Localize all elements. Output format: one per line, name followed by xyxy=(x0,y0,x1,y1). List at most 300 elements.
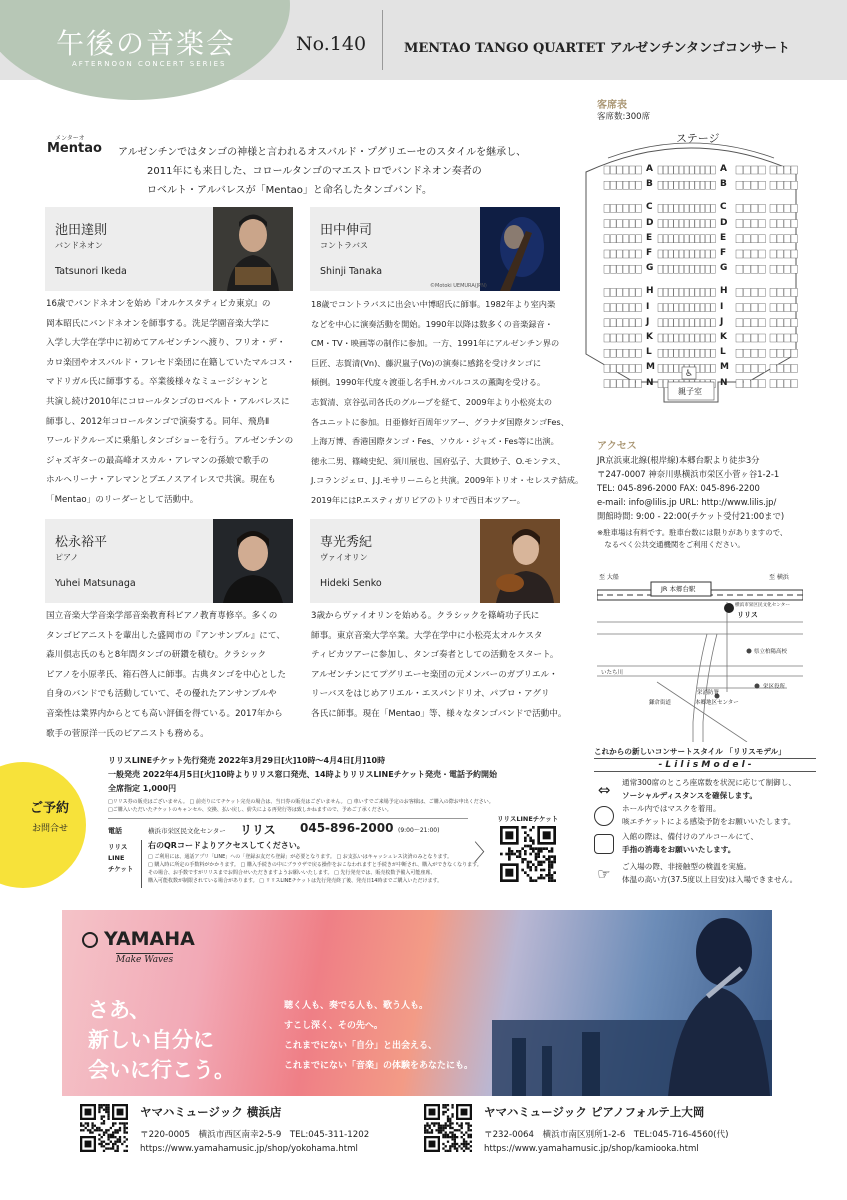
venue-logo: リリス xyxy=(240,823,276,837)
qr-module xyxy=(114,1129,116,1131)
seat xyxy=(759,334,766,342)
access-line: e-mail: info@lilis.jp URL: http://www.lilis.jp/ xyxy=(597,497,777,507)
reservation-title: ご予約 xyxy=(30,801,70,816)
seat xyxy=(636,235,642,243)
seat xyxy=(759,288,766,296)
qr-module xyxy=(508,847,511,850)
seat xyxy=(751,334,758,342)
access-line: 〒247-0007 神奈川県横浜市栄区小菅ヶ谷1-2-1 xyxy=(597,469,780,479)
seat xyxy=(636,250,642,258)
qr-module xyxy=(449,1125,451,1127)
qr-module xyxy=(449,1118,451,1120)
seat-row-label: C xyxy=(720,202,727,213)
shop-url[interactable]: https://www.yamahamusic.jp/shop/kamiooka.html xyxy=(484,1144,699,1154)
qr-module xyxy=(465,1122,467,1124)
seat xyxy=(770,204,776,212)
access-map xyxy=(597,572,803,742)
line-label: LINE xyxy=(108,854,125,862)
seat xyxy=(604,319,610,327)
qr-module xyxy=(458,1145,460,1147)
seat xyxy=(705,204,710,212)
seat xyxy=(690,181,695,189)
bio-line: 岡本昭氏にバンドネオンを師事する。洗足学園音楽大学に xyxy=(46,318,270,329)
seat xyxy=(629,364,635,372)
seat xyxy=(669,250,674,258)
qr-module xyxy=(101,1141,103,1143)
musician-bio xyxy=(46,295,295,511)
seat xyxy=(663,349,668,357)
seat xyxy=(759,380,766,388)
qr-module xyxy=(121,1143,123,1145)
qr-module xyxy=(454,1136,456,1138)
qr-module xyxy=(126,1127,128,1129)
seat xyxy=(610,349,616,357)
qr-module xyxy=(98,1129,100,1131)
sub-line: 聴く人も、奏でる人も、歌う人も。 xyxy=(284,1001,429,1011)
seat xyxy=(700,319,705,327)
qr-module xyxy=(529,861,532,864)
qr-module xyxy=(461,1147,463,1149)
seat xyxy=(784,235,790,243)
seat xyxy=(705,235,710,243)
qr-module xyxy=(451,1104,453,1106)
seat xyxy=(629,265,635,273)
bio-line: アルゼンチンにてプグリエーセ楽団の元メンバーのガブリエル・ xyxy=(311,669,558,680)
seat xyxy=(695,166,700,174)
bio-line: 「Mentao」のリーダーとして活動中。 xyxy=(46,494,199,505)
map-to-yokohama: 至 横浜 xyxy=(769,574,789,581)
access-line: 開館時間: 9:00 - 22:00(チケット受付21:00まで) xyxy=(597,511,785,521)
qr-module xyxy=(527,845,530,848)
seat xyxy=(711,319,716,327)
seat xyxy=(784,181,790,189)
note-line: □リリス券の販売はございません。 □ 前売りにてチケット完売の場合は、当日券の販売はございません。 □ 車いすでご来場予定のお客様は、ご購入の際お申出ください。 xyxy=(108,799,494,805)
musician-instrument: バンドネオン xyxy=(55,241,103,250)
seat xyxy=(777,220,783,228)
qr-module xyxy=(91,1127,93,1129)
line-qr-code[interactable] xyxy=(500,826,556,882)
note-line: 購入可能枚数が制限されている場合があります。 □ リリスLINEチケットは先行発売終了後、発売日14時までご購入いただけます。 xyxy=(148,878,443,884)
seat xyxy=(711,334,716,342)
seat-row-label: D xyxy=(646,217,654,228)
seat xyxy=(610,235,616,243)
qr-module xyxy=(529,839,532,842)
seat xyxy=(674,319,679,327)
seat xyxy=(711,288,716,296)
qr-module xyxy=(447,1120,449,1122)
qr-module xyxy=(91,1131,93,1133)
qr-module xyxy=(465,1145,467,1147)
bio-line: カロ楽団やオスバルド・フレセド楽団に在籍していたマルコス・ xyxy=(46,357,295,368)
qr-module xyxy=(451,1136,453,1138)
bio-line: CM・TV・映画等の制作に参加。一方、1991年にアルゼンチン界の xyxy=(311,338,560,349)
seat xyxy=(736,181,743,189)
qr-module xyxy=(532,879,535,882)
seat xyxy=(711,364,716,372)
seat xyxy=(770,334,776,342)
qr-module xyxy=(126,1131,128,1133)
seat xyxy=(604,380,610,388)
seat-row-label: K xyxy=(720,332,727,342)
seat xyxy=(663,319,668,327)
bio-line: 音楽性は業界内からとても高い評価を得ている。2017年から xyxy=(46,708,283,719)
qr-module xyxy=(101,1143,103,1145)
seat xyxy=(736,204,743,212)
seat xyxy=(669,319,674,327)
seat xyxy=(636,349,642,357)
seat xyxy=(777,334,783,342)
qr-module xyxy=(535,879,538,882)
seat xyxy=(770,380,776,388)
seat xyxy=(695,235,700,243)
stage-label: ステージ xyxy=(676,132,720,145)
qr-module xyxy=(442,1143,444,1145)
musician-instrument: コントラバス xyxy=(320,241,368,250)
qr-module xyxy=(110,1134,112,1136)
qr-module xyxy=(445,1122,447,1124)
seat xyxy=(663,250,668,258)
qr-module xyxy=(114,1136,116,1138)
qr-module xyxy=(101,1129,103,1131)
seat xyxy=(623,349,629,357)
qr-module xyxy=(89,1129,91,1131)
qr-module xyxy=(505,853,508,856)
banner-photo xyxy=(492,910,772,1096)
qr-finder xyxy=(429,1109,436,1116)
seat xyxy=(617,319,623,327)
qr-module xyxy=(454,1138,456,1140)
seat xyxy=(679,181,684,189)
seat xyxy=(770,304,776,312)
qr-module xyxy=(529,869,532,872)
bio-line: ピアノを小原孝氏、箱石啓人に師事。古典タンゴを中心とした xyxy=(46,669,286,680)
qr-module xyxy=(540,874,543,877)
seat xyxy=(784,265,790,273)
qr-module xyxy=(442,1111,444,1113)
qr-module xyxy=(117,1138,119,1140)
qr-module xyxy=(112,1147,114,1149)
qr-module xyxy=(465,1131,467,1133)
qr-module xyxy=(521,869,524,872)
seat xyxy=(695,288,700,296)
tel-number[interactable]: 045-896-2000 xyxy=(300,821,394,835)
seat xyxy=(751,319,758,327)
seat xyxy=(684,319,689,327)
qr-module xyxy=(87,1129,89,1131)
qr-module xyxy=(449,1120,451,1122)
seat-row-label: A xyxy=(646,164,653,174)
yamaha-banner[interactable] xyxy=(62,910,772,1096)
seat xyxy=(679,349,684,357)
seat xyxy=(684,181,689,189)
seat xyxy=(784,288,790,296)
seat xyxy=(759,166,766,174)
seat xyxy=(629,319,635,327)
shop-name: ヤマハミュージック ピアノフォルテ上大岡 xyxy=(484,1105,705,1119)
seat xyxy=(658,181,663,189)
seat xyxy=(623,166,629,174)
qr-module xyxy=(105,1131,107,1133)
musician-card xyxy=(45,207,293,291)
qr-module xyxy=(529,837,532,840)
qr-module xyxy=(527,874,530,877)
map-svg xyxy=(597,572,803,742)
seat xyxy=(604,235,610,243)
intro-line: ロベルト・アルバレスが「Mentao」と命名したタンゴバンド。 xyxy=(147,185,432,196)
seat xyxy=(770,220,776,228)
seat xyxy=(674,364,679,372)
qr-module xyxy=(508,855,511,858)
seat-row-label: H xyxy=(720,286,728,297)
qr-module xyxy=(433,1125,435,1127)
qr-module xyxy=(470,1125,472,1127)
seat xyxy=(744,349,751,357)
qr-module xyxy=(107,1113,109,1115)
qr-module xyxy=(438,1127,440,1129)
qr-module xyxy=(123,1125,125,1127)
lilis-item xyxy=(594,834,614,854)
seat xyxy=(751,265,758,273)
seat xyxy=(658,204,663,212)
seat xyxy=(791,204,797,212)
seat xyxy=(669,265,674,273)
general-sale-info: 一般発売 2022年4月5日[火]10時よりリリス窓口発売、14時よりリリスLINEチケット発売・電話予約開始 xyxy=(108,770,497,779)
divider xyxy=(108,818,468,819)
divider xyxy=(141,840,142,888)
seat xyxy=(604,288,610,296)
qr-module xyxy=(107,1129,109,1131)
seat xyxy=(759,220,766,228)
seat xyxy=(695,250,700,258)
bio-line: 各ユニットに参加。日亜修好百周年ツアー、グラナダ国際タンゴFes、 xyxy=(311,416,569,427)
seat xyxy=(744,265,751,273)
qr-module xyxy=(126,1138,128,1140)
seat xyxy=(663,181,668,189)
qr-module xyxy=(467,1136,469,1138)
qr-module xyxy=(548,850,551,853)
shop-url[interactable]: https://www.yamahamusic.jp/shop/yokohama.html xyxy=(140,1144,358,1154)
seat xyxy=(684,265,689,273)
seat xyxy=(751,235,758,243)
qr-module xyxy=(451,1134,453,1136)
qr-module xyxy=(524,871,527,874)
musician-photo xyxy=(480,207,560,291)
qr-access-text: 右のQRコードよりアクセスしてください。 xyxy=(148,841,305,850)
qr-module xyxy=(424,1127,426,1129)
qr-module xyxy=(451,1113,453,1115)
seat xyxy=(674,235,679,243)
tel-hours: (9:00〜21:00) xyxy=(398,827,440,834)
seat-row-label: E xyxy=(646,232,653,243)
seat xyxy=(663,364,668,372)
seat xyxy=(705,319,710,327)
seat xyxy=(705,166,710,174)
qr-module xyxy=(89,1131,91,1133)
seat xyxy=(705,288,710,296)
seat xyxy=(604,349,610,357)
qr-module xyxy=(519,855,522,858)
qr-module xyxy=(529,847,532,850)
seat xyxy=(711,304,716,312)
issue-number: No.140 xyxy=(296,33,367,55)
seat xyxy=(700,204,705,212)
qr-finder xyxy=(505,869,513,877)
seat-row-label: C xyxy=(646,202,653,213)
qr-module xyxy=(529,879,532,882)
catch-line: 会いに行こう。 xyxy=(88,1058,235,1082)
qr-module xyxy=(114,1131,116,1133)
seat xyxy=(759,304,766,312)
seat-row-label: L xyxy=(720,347,726,358)
seat xyxy=(636,304,642,312)
seat xyxy=(658,304,663,312)
line-ticket-label xyxy=(108,842,133,875)
lilis-model-title: これからの新しいコンサートスタイル 「リリスモデル」 xyxy=(594,747,786,756)
qr-module xyxy=(465,1141,467,1143)
qr-module xyxy=(454,1143,456,1145)
seat xyxy=(759,250,766,258)
bio-line: 18歳でコントラバスに出会い中博昭氏に師事。1982年より室内楽 xyxy=(311,299,556,309)
qr-module xyxy=(98,1111,100,1113)
sub-line: すこし深く、その先へ。 xyxy=(284,1021,383,1031)
qr-module xyxy=(456,1129,458,1131)
seat xyxy=(604,220,610,228)
seat xyxy=(610,334,616,342)
qr-module xyxy=(442,1127,444,1129)
qr-module xyxy=(540,869,543,872)
qr-module xyxy=(445,1134,447,1136)
qr-module xyxy=(524,850,527,853)
seat xyxy=(695,181,700,189)
qr-module xyxy=(82,1129,84,1131)
qr-module xyxy=(548,877,551,880)
bio-line: 巨匠、志賀清(Vn)、藤沢嵐子(Vo)の演奏に感銘を受けタンゴに xyxy=(311,357,542,368)
shop-name: ヤマハミュージック 横浜店 xyxy=(140,1105,282,1119)
qr-module xyxy=(123,1131,125,1133)
qr-module xyxy=(543,861,546,864)
seat xyxy=(690,265,695,273)
lilis-line: ソーシャルディスタンスを確保します。 xyxy=(622,790,757,800)
shop-qr-code[interactable] xyxy=(424,1104,472,1152)
qr-module xyxy=(431,1129,433,1131)
qr-module xyxy=(461,1143,463,1145)
qr-module xyxy=(461,1131,463,1133)
qr-module xyxy=(540,847,543,850)
seat xyxy=(784,220,790,228)
qr-module xyxy=(524,853,527,856)
qr-module xyxy=(445,1127,447,1129)
qr-module xyxy=(449,1136,451,1138)
qr-module xyxy=(454,1129,456,1131)
note-line: □ ご利用には、通話アプリ「LINE」への「登録お友だち登録」が必要となります。 □ お支払いはキャッシュレス決済のみとなります。 xyxy=(148,854,453,860)
qr-module xyxy=(117,1150,119,1152)
qr-module xyxy=(112,1131,114,1133)
musician-romaji: Hideki Senko xyxy=(320,578,382,589)
qr-module xyxy=(105,1111,107,1113)
seat-row-label: K xyxy=(646,332,653,342)
seat xyxy=(700,349,705,357)
seat xyxy=(744,181,751,189)
seat xyxy=(674,166,679,174)
seat xyxy=(744,250,751,258)
seat xyxy=(674,304,679,312)
seat xyxy=(777,265,783,273)
seat xyxy=(679,220,684,228)
seat xyxy=(610,304,616,312)
qr-module xyxy=(87,1125,89,1127)
qr-module xyxy=(527,866,530,869)
seat-grid xyxy=(604,166,797,388)
seat xyxy=(658,235,663,243)
seat xyxy=(617,304,623,312)
qr-module xyxy=(465,1143,467,1145)
bio-line: 志賀清、京谷弘司各氏のグループを経て、2009年より小松亮太の xyxy=(311,396,553,407)
qr-module xyxy=(433,1122,435,1124)
seat xyxy=(636,181,642,189)
qr-module xyxy=(121,1122,123,1124)
shop-qr-code[interactable] xyxy=(80,1104,128,1152)
bio-line: タンゴピアニストを輩出した盛岡市の『アンサンブル』にて、 xyxy=(46,630,285,641)
qr-module xyxy=(426,1131,428,1133)
seat xyxy=(770,288,776,296)
bio-line: 国立音楽大学音楽学部音楽教育科ピアノ教育専修卒。多くの xyxy=(46,611,278,621)
seating-chart xyxy=(578,124,804,424)
seat xyxy=(629,204,635,212)
qr-module xyxy=(553,879,556,882)
qr-module xyxy=(532,850,535,853)
musician-photo xyxy=(213,207,293,291)
qr-module xyxy=(440,1127,442,1129)
qr-module xyxy=(123,1127,125,1129)
qr-label: リリスLINEチケット xyxy=(497,815,559,823)
seat xyxy=(770,319,776,327)
bio-line: 16歳でバンドネオンを始め『オルケスタティピカ東京』の xyxy=(46,299,271,309)
qr-module xyxy=(465,1147,467,1149)
qr-module xyxy=(82,1125,84,1127)
seat-row-label: B xyxy=(646,179,653,190)
qr-module xyxy=(532,826,535,829)
qr-module xyxy=(98,1106,100,1108)
qr-module xyxy=(548,871,551,874)
qr-module xyxy=(521,826,524,829)
seat xyxy=(669,220,674,228)
seat xyxy=(617,349,623,357)
musician-card xyxy=(310,207,558,291)
qr-module xyxy=(103,1120,105,1122)
qr-module xyxy=(117,1131,119,1133)
qr-module xyxy=(442,1129,444,1131)
seat xyxy=(695,304,700,312)
qr-module xyxy=(98,1134,100,1136)
seat xyxy=(700,250,705,258)
seat-row-label: J xyxy=(646,316,650,327)
seat xyxy=(690,250,695,258)
seating-capacity: 客席数:300席 xyxy=(597,112,651,122)
qr-module xyxy=(114,1150,116,1152)
seat xyxy=(705,334,710,342)
seat xyxy=(759,235,766,243)
seat xyxy=(617,250,623,258)
seat xyxy=(636,220,642,228)
seat xyxy=(669,204,674,212)
qr-module xyxy=(101,1106,103,1108)
qr-module xyxy=(540,877,543,880)
qr-module xyxy=(107,1143,109,1145)
qr-module xyxy=(94,1125,96,1127)
seat xyxy=(636,319,642,327)
qr-module xyxy=(101,1136,103,1138)
qr-module xyxy=(94,1129,96,1131)
